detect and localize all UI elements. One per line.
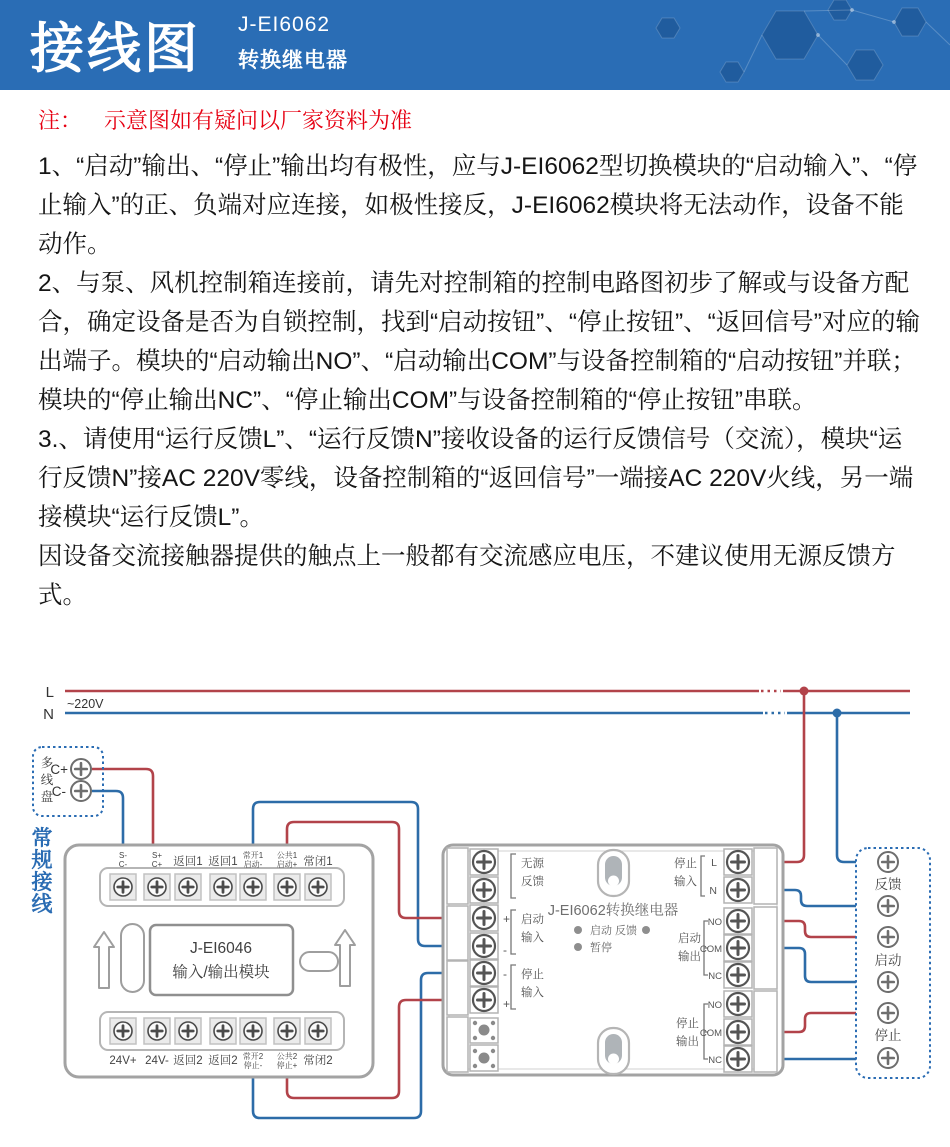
wire-neutral-to-feedback1 bbox=[837, 713, 877, 862]
left-note-char: 线 bbox=[31, 893, 53, 916]
screw-terminal bbox=[240, 1018, 266, 1044]
screw-terminal bbox=[210, 874, 236, 900]
wire-cminus-to-sminus bbox=[92, 791, 123, 846]
module-6062-title: J-EI6062转换继电器 bbox=[547, 903, 679, 919]
screw-terminal bbox=[878, 927, 898, 947]
panel-label-char: 多 bbox=[40, 756, 54, 770]
paragraph-4: 因设备交流接触器提供的触点上一般都有交流感应电压，不建议使用无源反馈方式。 bbox=[38, 543, 896, 609]
terminal-label: 24V+ bbox=[109, 1055, 137, 1067]
mains-lines bbox=[43, 684, 910, 723]
terminal-cell bbox=[754, 907, 777, 989]
group-label: 无源 bbox=[521, 858, 544, 870]
pin-label-nc: NC bbox=[708, 971, 722, 982]
screw-terminal bbox=[240, 874, 266, 900]
terminal-label: 常开1 bbox=[242, 851, 264, 860]
paragraph-2: 2、与泵、风机控制箱连接前，请先对控制箱的控制电路图初步了解或与设备方配合，确定设备是否为自锁控制，找到“启动按钮”、“停止按钮”、“返回信号”对应的输出端子。模块的“启动输出NO”、“启动输出COM”与设备控制箱的“启动按钮”并联；模块的“停止输出NC”、“停止输出COM”与设备控制箱的“停止按钮”串联。 bbox=[38, 270, 920, 414]
header-subtitle-block bbox=[238, 13, 348, 74]
terminal-label: 常闭2 bbox=[303, 1055, 333, 1067]
terminal-label: 停止+ bbox=[276, 1061, 298, 1070]
screw-terminal bbox=[878, 852, 898, 872]
terminal-label: 公共1 bbox=[276, 851, 298, 860]
pin-label-com: COM bbox=[699, 1028, 722, 1039]
terminal-cell bbox=[754, 848, 777, 904]
screw-terminal bbox=[473, 989, 495, 1011]
screw-terminal bbox=[305, 874, 331, 900]
screw-terminal bbox=[144, 874, 170, 900]
terminal-label: 返回2 bbox=[208, 1055, 238, 1067]
paragraph-1: 1、“启动”输出、“停止”输出均有极性，应与J-EI6062型切换模块的“启动输入”、“停止输入”的正、负端对应连接，如极性接反，J-EI6062模块将无法动作，设备不能动作。 bbox=[38, 153, 918, 258]
screw-terminal bbox=[110, 874, 136, 900]
live-label: L bbox=[45, 684, 54, 701]
terminal-label: 返回2 bbox=[173, 1055, 203, 1067]
mounting-slot-top-hole bbox=[608, 876, 619, 887]
module-6046-name: J-EI6046 bbox=[189, 940, 253, 957]
screw-terminal bbox=[727, 937, 749, 959]
screw-terminal bbox=[175, 874, 201, 900]
header-decoration bbox=[610, 0, 950, 90]
screw-terminal bbox=[210, 1018, 236, 1044]
screw-terminal bbox=[473, 935, 495, 957]
terminal-cell bbox=[754, 991, 777, 1072]
polarity-plus: + bbox=[503, 997, 511, 1011]
terminal-label: 常闭1 bbox=[303, 856, 333, 868]
polarity-plus: + bbox=[503, 912, 511, 926]
pin-label-n: N bbox=[709, 885, 717, 897]
panel-label-char: 盘 bbox=[40, 790, 54, 804]
module-6046-type: 输入/输出模块 bbox=[172, 964, 270, 981]
terminal-label: S+ bbox=[151, 851, 163, 860]
cplus-label: C+ bbox=[50, 762, 68, 777]
screw-terminal bbox=[110, 1018, 136, 1044]
screw-terminal bbox=[727, 964, 749, 986]
left-note-char: 常 bbox=[31, 827, 53, 850]
multiline-panel bbox=[33, 747, 103, 816]
voltage-label: ~220V bbox=[67, 697, 104, 711]
terminal-label: 停止- bbox=[243, 1061, 263, 1070]
group-label: 输出 bbox=[678, 951, 701, 963]
screw-terminal bbox=[473, 962, 495, 984]
start-label: 启动 bbox=[874, 953, 902, 968]
led-feedback-label: 反馈 bbox=[615, 925, 637, 937]
group-label: 反馈 bbox=[521, 876, 544, 888]
equipment-panel bbox=[856, 848, 930, 1078]
led-pause bbox=[574, 943, 582, 951]
polarity-minus: - bbox=[503, 943, 507, 957]
screw-terminal bbox=[727, 993, 749, 1015]
group-label: 停止 bbox=[674, 858, 697, 870]
group-label: 启动 bbox=[678, 933, 701, 945]
product-name: 转换继电器 bbox=[238, 49, 348, 72]
screw-terminal bbox=[878, 972, 898, 992]
screw-terminal bbox=[274, 874, 300, 900]
neutral-label: N bbox=[43, 706, 54, 723]
group-label: 停止 bbox=[676, 1018, 699, 1030]
instructions bbox=[38, 147, 920, 615]
group-label: 输出 bbox=[676, 1036, 699, 1048]
terminal-label: S- bbox=[119, 851, 127, 860]
terminal-label: C- bbox=[118, 860, 128, 869]
terminal-label: 24V- bbox=[145, 1055, 169, 1067]
screw-terminal bbox=[878, 896, 898, 916]
led-start-label: 启动 bbox=[590, 925, 612, 937]
mounting-slot-bottom-hole bbox=[608, 1054, 619, 1065]
header-banner bbox=[0, 0, 950, 90]
screw-terminal bbox=[473, 851, 495, 873]
note-prefix: 注： bbox=[38, 108, 83, 133]
left-note-char: 规 bbox=[31, 849, 53, 872]
terminal-label: 启动- bbox=[243, 860, 263, 869]
screw-terminal bbox=[473, 907, 495, 929]
terminal-label: 公共2 bbox=[276, 1052, 298, 1061]
terminal-label: 返回1 bbox=[173, 856, 203, 868]
paragraph-3: 3.、请使用“运行反馈L”、“运行反馈N”接收设备的运行反馈信号（交流），模块“运行反馈N”接AC 220V零线，设备控制箱的“返回信号”一端接AC 220V火线，另一端接模块“运行反馈L”。 bbox=[38, 426, 914, 531]
panel-label-char: 线 bbox=[40, 773, 54, 787]
stop-label: 停止 bbox=[874, 1028, 902, 1043]
wiring-diagram bbox=[0, 670, 950, 1147]
pin-label-l: L bbox=[711, 857, 717, 869]
led-pause-label: 暂停 bbox=[590, 942, 612, 954]
product-model: J-EI6062 bbox=[238, 13, 331, 36]
screw-terminal-cminus bbox=[71, 781, 91, 801]
group-label: 停止 bbox=[521, 969, 544, 981]
terminal-label: 启动+ bbox=[276, 860, 298, 869]
terminal-label: 返回1 bbox=[208, 856, 238, 868]
screw-terminal bbox=[144, 1018, 170, 1044]
led-start bbox=[574, 926, 582, 934]
module-jei6046 bbox=[65, 845, 373, 1077]
module-jei6062 bbox=[443, 845, 783, 1075]
group-label: 输入 bbox=[674, 876, 697, 888]
screw-terminal bbox=[305, 1018, 331, 1044]
terminal-label: 常开2 bbox=[242, 1052, 264, 1061]
screw-terminal bbox=[473, 879, 495, 901]
left-note-char: 接 bbox=[31, 871, 53, 894]
pin-label-no: NO bbox=[707, 1000, 722, 1011]
terminal-cell bbox=[447, 1017, 468, 1072]
note-line bbox=[38, 104, 412, 135]
pin-label-no: NO bbox=[707, 917, 722, 928]
led-feedback bbox=[642, 926, 650, 934]
note-text: 示意图如有疑问以厂家资料为准 bbox=[104, 108, 413, 133]
screw-terminal bbox=[727, 910, 749, 932]
pin-label-nc: NC bbox=[708, 1055, 722, 1066]
group-label: 输入 bbox=[521, 987, 544, 999]
screw-terminal bbox=[878, 1003, 898, 1023]
screw-terminal bbox=[727, 851, 749, 873]
screw-terminal bbox=[878, 1048, 898, 1068]
pin-label-com: COM bbox=[699, 944, 722, 955]
feedback-label: 反馈 bbox=[874, 877, 902, 892]
group-label: 输入 bbox=[521, 932, 544, 944]
screw-terminal bbox=[727, 1021, 749, 1043]
polarity-minus: - bbox=[503, 967, 507, 981]
left-note bbox=[31, 826, 54, 916]
terminal-label: C+ bbox=[151, 860, 163, 869]
screw-terminal-cplus bbox=[71, 759, 91, 779]
screw-terminal bbox=[175, 1018, 201, 1044]
screw-terminal bbox=[727, 879, 749, 901]
cminus-label: C- bbox=[51, 784, 66, 799]
screw-terminal bbox=[274, 1018, 300, 1044]
terminal-cell bbox=[447, 961, 468, 1015]
page-title: 接线图 bbox=[30, 19, 201, 79]
terminal-cell bbox=[447, 906, 468, 960]
terminal-cell bbox=[447, 848, 468, 904]
group-label: 启动 bbox=[521, 914, 544, 926]
screw-terminal bbox=[727, 1048, 749, 1070]
